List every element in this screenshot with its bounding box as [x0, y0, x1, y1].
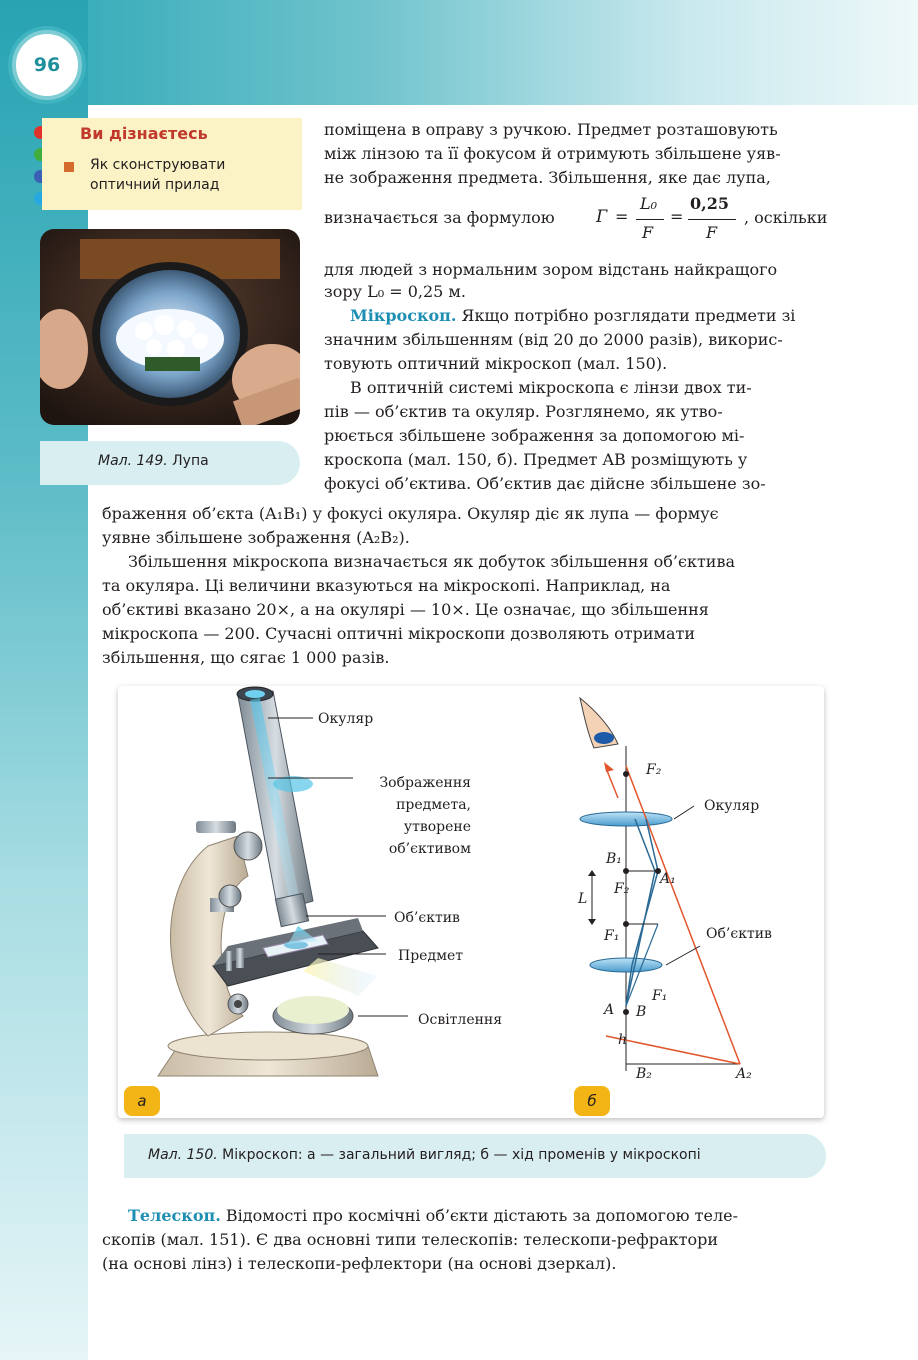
- text-line: поміщена в оправу з ручкою. Предмет розташовують: [324, 120, 778, 139]
- text-line: для людей з нормальним зором відстань найкращого: [324, 260, 778, 279]
- formula-den1: F: [642, 223, 654, 242]
- text-line: та окуляра. Ці величини вказуються на мікроскопі. Наприклад, на: [102, 576, 671, 595]
- learn-box: [42, 118, 302, 210]
- figure-149-text: Лупа: [172, 453, 209, 469]
- label-illumination: Освітлення: [418, 1012, 503, 1028]
- figure-150: [118, 686, 824, 1118]
- figure-150-text: Мікроскоп: а — загальний вигляд; б — хід променів у мікроскопі: [222, 1147, 701, 1163]
- figure-tag-a: а: [124, 1086, 160, 1116]
- magnifier-photo: [40, 229, 300, 425]
- figure-tag-b: б: [574, 1086, 610, 1116]
- formula-lhs: Г: [596, 207, 608, 227]
- label-ocular-b: Окуляр: [704, 798, 760, 814]
- label-L: L: [578, 891, 588, 907]
- label-B: B: [636, 1004, 647, 1020]
- label-A2: A₂: [736, 1066, 752, 1082]
- formula-line: [324, 194, 844, 248]
- label-object: Предмет: [398, 948, 463, 964]
- text-line: (на основі лінз) і телескопи-рефлектори (на основі дзеркал).: [102, 1254, 617, 1273]
- label-A: A: [604, 1002, 615, 1018]
- formula-tail: , оскільки: [744, 208, 828, 227]
- telescope-term: Телескоп.: [128, 1206, 221, 1225]
- formula-num1: L₀: [640, 194, 658, 213]
- text-line: між лінзою та її фокусом й отримують збільшене уяв-: [324, 144, 781, 163]
- text-line: кроскопа (мал. 150, б). Предмет AB розміщують у: [324, 450, 748, 469]
- text-line: не зображення предмета. Збільшення, яке дає лупа,: [324, 168, 771, 187]
- fraction-bar: [688, 219, 736, 220]
- text-line: збільшення, що сягає 1 000 разів.: [102, 648, 390, 667]
- label-B2: B₂: [636, 1066, 652, 1082]
- label-F1-top: F₁: [604, 928, 620, 944]
- text-line: значним збільшенням (від 20 до 2000 разів), викорис-: [324, 330, 783, 349]
- microscope-drawing: [158, 687, 378, 1076]
- text-line: браження об’єкта (A₁B₁) у фокусі окуляра. Окуляр діє як лупа — формує: [102, 504, 719, 523]
- microscope-term: Мікроскоп.: [350, 306, 457, 325]
- text-line: товують оптичний мікроскоп (мал. 150).: [324, 354, 668, 373]
- page-number-badge: [12, 30, 82, 100]
- fraction-bar: [636, 219, 664, 220]
- label-image-4: об’єктивом: [388, 841, 471, 857]
- telescope-paragraph: [102, 1204, 844, 1276]
- formula-eq2: =: [670, 207, 684, 226]
- figure-149-label: Мал. 149.: [98, 453, 168, 469]
- figure-150-label: Мал. 150.: [148, 1147, 218, 1163]
- label-objective-a: Об’єктив: [394, 910, 460, 926]
- figure-150-caption: [124, 1134, 826, 1178]
- learn-box-item: Як сконструювати оптичний прилад: [90, 157, 226, 193]
- formula-den2: F: [706, 223, 718, 242]
- label-image-2: предмета,: [396, 797, 471, 813]
- figure-149-caption: [40, 441, 300, 485]
- bullet-square-icon: [64, 162, 74, 172]
- header-background: [0, 0, 918, 105]
- label-F1: F₁: [652, 988, 668, 1004]
- learn-box-title: Ви дізнаєтесь: [80, 124, 208, 143]
- label-B1: B₁: [606, 851, 622, 867]
- label-F2: F₂: [614, 881, 630, 897]
- text-line: скопів (мал. 151). Є два основні типи телескопів: телескопи-рефрактори: [102, 1230, 718, 1249]
- text-line: зору L₀ = 0,25 м.: [324, 282, 466, 301]
- label-image-3: утворене: [403, 819, 471, 835]
- label-h: h: [618, 1032, 628, 1048]
- text-line: пів — об’єктив та окуляр. Розглянемо, як утво-: [324, 402, 723, 421]
- label-A1: A₁: [660, 871, 676, 887]
- text-line: мікроскопа — 200. Сучасні оптичні мікроскопи дозволяють отримати: [102, 624, 695, 643]
- text-line: рюється збільшене зображення за допомогою мі-: [324, 426, 745, 445]
- formula-num2: 0,25: [690, 194, 729, 213]
- text-line: об’єктиві вказано 20×, а на окулярі — 10×. Це означає, що збільшення: [102, 600, 709, 619]
- text-line: Збільшення мікроскопа визначається як добуток збільшення об’єктива: [128, 552, 736, 571]
- formula-intro: визначається за формулою: [324, 208, 555, 227]
- page-number: 96: [33, 54, 61, 76]
- text-column: [324, 118, 844, 190]
- text-full-width: [102, 502, 844, 670]
- label-image-1: Зображення: [379, 775, 471, 791]
- text-line: фокусі об’єктива. Об’єктив дає дійсне збільшене зо-: [324, 474, 766, 493]
- text-line: Відомості про космічні об’єкти дістають за допомогою теле-: [225, 1206, 738, 1225]
- text-line: Якщо потрібно розглядати предмети зі: [461, 306, 796, 325]
- text-column-2: [324, 258, 844, 496]
- text-line: уявне збільшене зображення (A₂B₂).: [102, 528, 410, 547]
- label-objective-b: Об’єктив: [706, 926, 772, 942]
- label-F2-top: F₂: [646, 762, 662, 778]
- text-line: В оптичній системі мікроскопа є лінзи двох ти-: [350, 378, 752, 397]
- formula-eq: =: [615, 207, 629, 226]
- label-ocular: Окуляр: [318, 711, 374, 727]
